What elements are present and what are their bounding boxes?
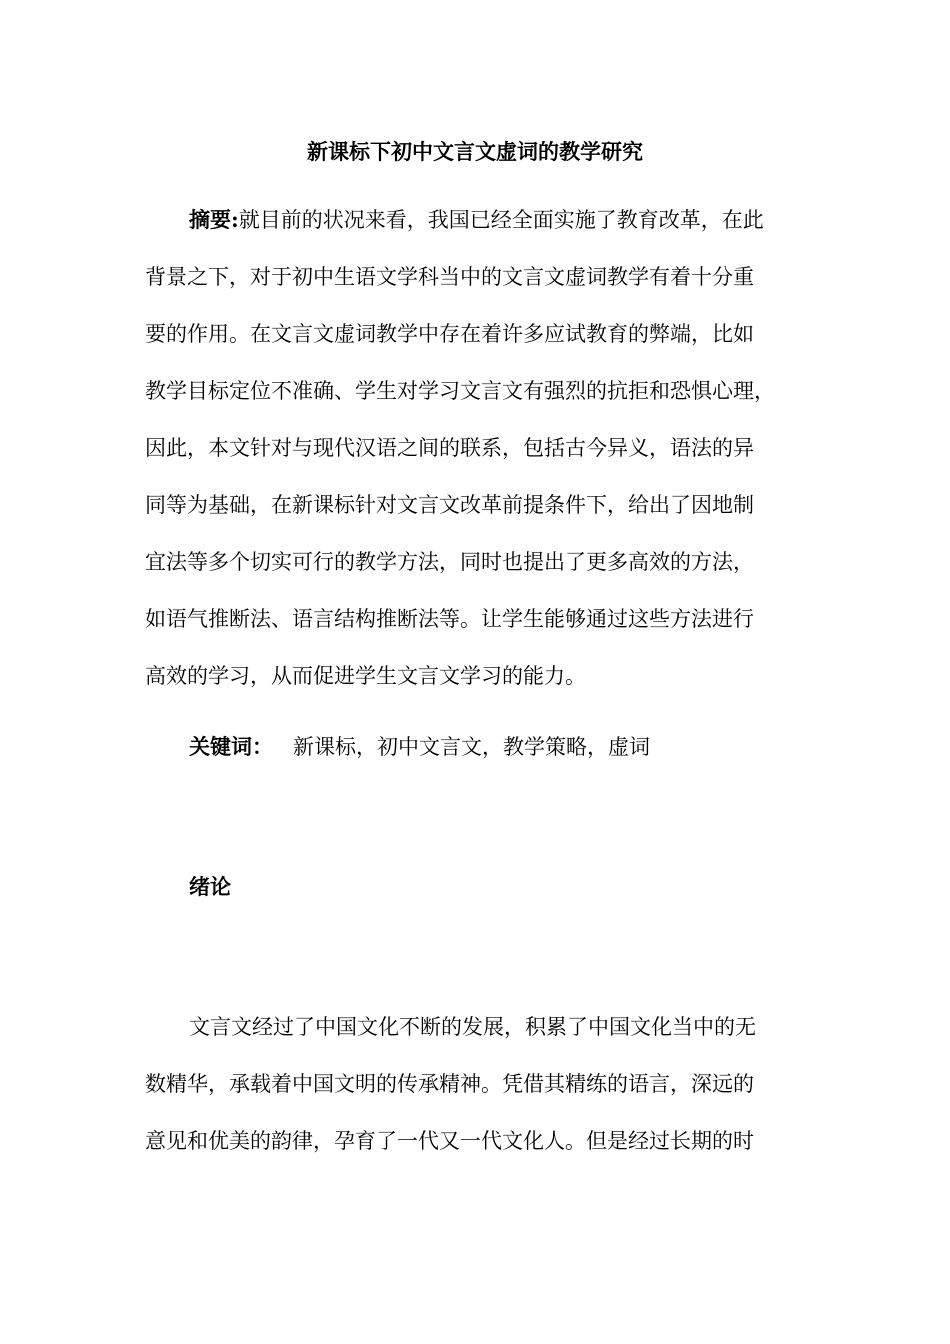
- abstract-line-8: 如语气推断法、语言结构推断法等。让学生能够通过这些方法进行: [145, 607, 754, 631]
- abstract-line-6: 同等为基础，在新课标针对文言文改革前提条件下，给出了因地制: [145, 493, 754, 517]
- intro-line-2: 数精华，承载着中国文明的传承精神。凭借其精练的语言，深远的: [145, 1072, 754, 1096]
- abstract-line-4: 教学目标定位不准确、学生对学习文言文有强烈的抗拒和恐惧心理，: [145, 379, 775, 403]
- abstract-line-2: 背景之下，对于初中生语文学科当中的文言文虚词教学有着十分重: [145, 265, 754, 289]
- abstract-line-9: 高效的学习，从而促进学生文言文学习的能力。: [145, 664, 586, 688]
- section-heading: 绪论: [189, 874, 231, 899]
- document-title: 新课标下初中文言文虚词的教学研究: [307, 139, 643, 164]
- abstract-line-1: [189, 205, 825, 235]
- abstract-line-7: 宜法等多个切实可行的教学方法，同时也提出了更多高效的方法，: [145, 550, 754, 574]
- abstract-line-3: 要的作用。在文言文虚词教学中存在着许多应试教育的弊端，比如: [145, 322, 754, 346]
- intro-line-1: 文言文经过了中国文化不断的发展，积累了中国文化当中的无: [189, 1015, 756, 1039]
- abstract-line-5: 因此，本文针对与现代汉语之间的联系，包括古今异义，语法的异: [145, 436, 754, 460]
- keywords-value: 新课标，初中文言文，教学策略，虚词: [293, 735, 650, 759]
- abstract-text-1: 就目前的状况来看，我国已经全面实施了教育改革，在此: [238, 208, 764, 232]
- abstract-label: 摘要:: [189, 207, 239, 232]
- intro-line-3: 意见和优美的韵律，孕育了一代又一代文化人。但是经过长期的时: [145, 1129, 754, 1153]
- keywords-label: 关键词：: [189, 734, 273, 759]
- keywords-line: [189, 732, 825, 762]
